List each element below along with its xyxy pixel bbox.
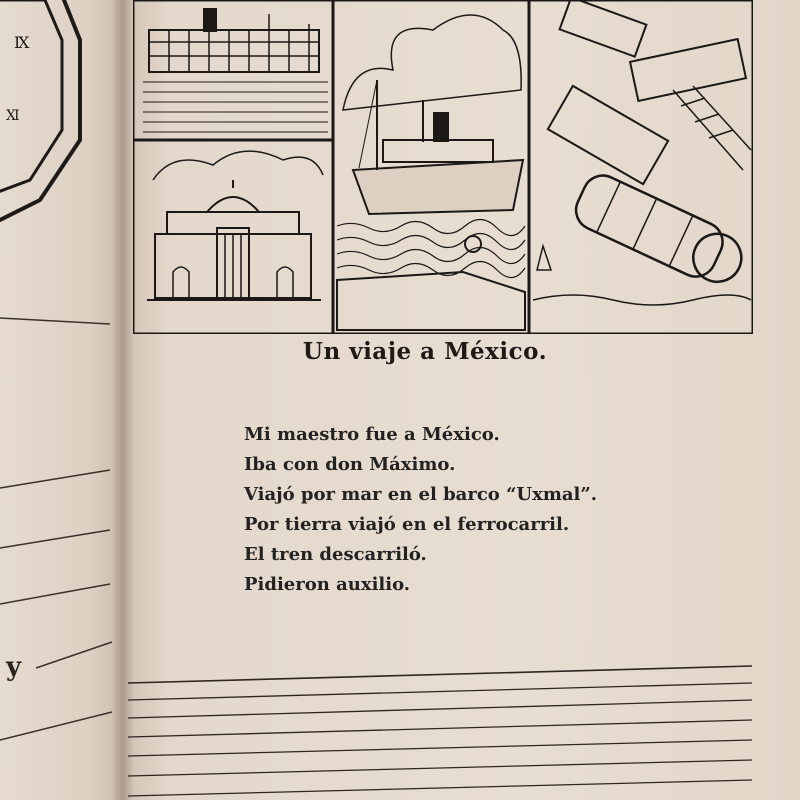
svg-text:Ⅺ: Ⅺ bbox=[6, 108, 20, 124]
derailed-train-illustration bbox=[533, 0, 751, 305]
lesson-line: Iba con don Máximo. bbox=[244, 454, 456, 475]
illustration-panels bbox=[133, 0, 753, 334]
lesson-line: Pidieron auxilio. bbox=[244, 574, 411, 595]
lesson-line: Viajó por mar en el barco “Uxmal”. bbox=[244, 484, 598, 505]
lesson-line: Por tierra viajó en el ferrocarril. bbox=[244, 514, 570, 535]
lesson-line: El tren descarriló. bbox=[244, 544, 427, 565]
domed-building-illustration bbox=[147, 151, 323, 300]
book-gutter bbox=[112, 0, 134, 800]
lesson-line: Mi maestro fue a México. bbox=[244, 424, 500, 445]
palace-illustration bbox=[143, 8, 328, 132]
lesson-text bbox=[244, 420, 597, 600]
lesson-title: Un viaje a México. bbox=[302, 338, 548, 365]
ship-illustration bbox=[337, 15, 525, 330]
left-page bbox=[0, 0, 128, 800]
svg-text:Ⅸ: Ⅸ bbox=[14, 33, 30, 52]
left-page-letter: y bbox=[6, 652, 22, 682]
